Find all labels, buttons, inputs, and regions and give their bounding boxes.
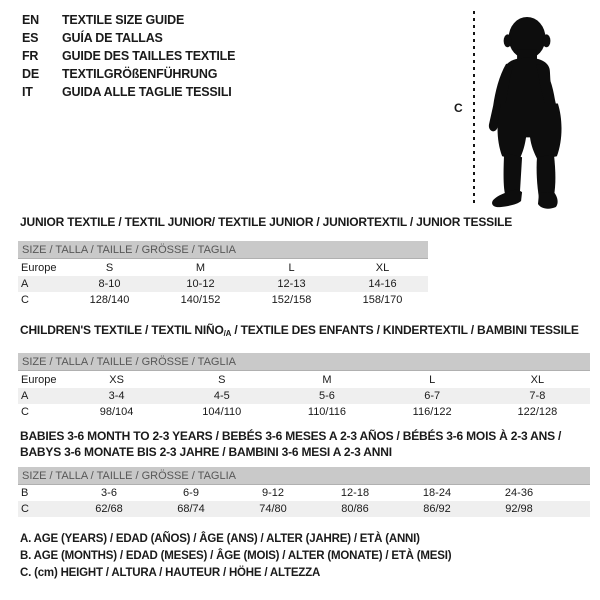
- row-label: C: [21, 503, 29, 515]
- title-line-1: BABIES 3-6 MONTH TO 2-3 YEARS / BEBÉS 3-6 MESES A 2-3 AÑOS / BÉBÉS 3-6 MOIS À 2-3 ANS /: [20, 429, 562, 443]
- value-cell: 140/152: [180, 294, 221, 306]
- section-title-children: [20, 322, 590, 342]
- babies-size-table: [18, 485, 590, 517]
- value-cell: 5-6: [319, 390, 335, 402]
- guide-title-it: GUIDA ALLE TAGLIE TESSILI: [62, 85, 232, 99]
- language-code: DE: [22, 67, 39, 81]
- title-part: / TEXTILE DES ENFANTS / KINDERTEXTIL / BAMBINI TESSILE: [231, 323, 579, 337]
- value-cell: 86/92: [423, 503, 451, 515]
- size-header-bar: SIZE / TALLA / TAILLE / GRÖSSE / TAGLIA: [18, 467, 590, 485]
- size-cell: M: [195, 261, 206, 274]
- junior-size-table: [18, 259, 428, 308]
- value-cell: 14-16: [368, 278, 397, 290]
- size-cell: S: [218, 373, 226, 386]
- value-cell: 98/104: [99, 406, 134, 418]
- value-cell: 68/74: [177, 503, 205, 515]
- language-code: EN: [22, 13, 39, 27]
- table-row-months: [18, 485, 590, 501]
- spacer-cell: [560, 501, 590, 517]
- value-cell: 18-24: [422, 487, 452, 499]
- row-label: Europe: [21, 373, 57, 386]
- guide-title-fr: GUIDE DES TAILLES TEXTILE: [62, 49, 236, 63]
- size-cell: XL: [530, 373, 545, 386]
- value-cell: 6-9: [183, 487, 199, 499]
- size-cell: M: [322, 373, 332, 386]
- size-cell: L: [288, 261, 295, 274]
- value-cell: 6-7: [424, 390, 441, 402]
- table-row-height: [18, 292, 428, 308]
- size-cell: L: [429, 373, 436, 386]
- value-cell: 8-10: [98, 278, 121, 290]
- size-cell: S: [105, 261, 114, 274]
- table-row-age: [18, 276, 428, 292]
- section-childrens-textile: [18, 322, 590, 420]
- language-code: FR: [22, 49, 39, 63]
- guide-title-de: TEXTILGRÖßENFÜHRUNG: [62, 67, 218, 81]
- row-label: C: [21, 406, 29, 418]
- value-cell: 122/128: [517, 406, 558, 418]
- footnote-b: B. AGE (MONTHS) / EDAD (MESES) / ÂGE (MOIS) / ALTER (MONATE) / ETÀ (MESI): [20, 550, 452, 562]
- row-label: A: [21, 278, 29, 290]
- value-cell: 3-6: [101, 487, 117, 499]
- language-code: ES: [22, 31, 39, 45]
- language-row-it: [22, 83, 235, 101]
- value-cell: 10-12: [186, 278, 215, 290]
- guide-title-en: TEXTILE SIZE GUIDE: [62, 13, 185, 27]
- section-junior-textile: [18, 214, 513, 308]
- row-label: B: [21, 487, 29, 499]
- value-cell: 62/68: [95, 503, 123, 515]
- value-cell: 24-36: [504, 487, 534, 499]
- table-row-height: [18, 404, 590, 420]
- value-cell: 110/116: [307, 406, 347, 418]
- title-part: CHILDREN'S TEXTILE / TEXTIL NIÑO: [20, 323, 224, 337]
- language-row-de: [22, 65, 235, 83]
- language-row-fr: [22, 47, 235, 65]
- row-label: A: [21, 390, 29, 402]
- footnote-c: C. (cm) HEIGHT / ALTURA / HAUTEUR / HÖHE / ALTEZZA: [20, 567, 321, 579]
- value-cell: 80/86: [341, 503, 369, 515]
- height-dashed-line: [473, 11, 475, 207]
- section-babies-textile: [18, 428, 590, 517]
- value-cell: 92/98: [505, 503, 533, 515]
- baby-height-figure: [452, 8, 594, 212]
- value-cell: 9-12: [261, 487, 285, 499]
- language-row-en: [22, 11, 235, 29]
- value-cell: 12-18: [340, 487, 370, 499]
- value-cell: 152/158: [271, 294, 312, 306]
- section-title-junior: JUNIOR TEXTILE / TEXTIL JUNIOR/ TEXTILE JUNIOR / JUNIORTEXTIL / JUNIOR TESSILE: [20, 215, 513, 229]
- guide-title-es: GUÍA DE TALLAS: [62, 31, 163, 45]
- value-cell: 4-5: [213, 390, 230, 402]
- value-cell: 128/140: [89, 294, 130, 306]
- size-cell: XS: [109, 373, 124, 386]
- value-cell: 116/122: [412, 406, 452, 418]
- value-cell: 74/80: [259, 503, 287, 515]
- row-label: Europe: [21, 261, 57, 274]
- row-label: C: [21, 294, 29, 306]
- section-title-babies: [20, 428, 590, 460]
- spacer-cell: [560, 485, 590, 501]
- footnote-a: A. AGE (YEARS) / EDAD (AÑOS) / ÂGE (ANS) / ALTER (JAHRE) / ETÀ (ANNI): [20, 533, 420, 545]
- language-row-es: [22, 29, 235, 47]
- language-code: IT: [22, 85, 33, 99]
- children-size-table: [18, 371, 590, 420]
- table-row-europe: [18, 371, 590, 388]
- baby-silhouette-icon: [484, 8, 586, 212]
- language-title-list: [22, 11, 235, 101]
- size-cell: XL: [375, 261, 390, 274]
- title-subscript: /A: [223, 329, 232, 338]
- size-header-bar: SIZE / TALLA / TAILLE / GRÖSSE / TAGLIA: [18, 241, 428, 259]
- table-row-height: [18, 501, 590, 517]
- size-header-bar: SIZE / TALLA / TAILLE / GRÖSSE / TAGLIA: [18, 353, 590, 371]
- legend-footnotes: [20, 531, 451, 582]
- height-measure-label: C: [454, 101, 463, 115]
- table-row-europe: [18, 259, 428, 276]
- value-cell: 3-4: [108, 390, 125, 402]
- value-cell: 104/110: [202, 406, 242, 418]
- value-cell: 12-13: [277, 278, 306, 290]
- table-row-age: [18, 388, 590, 404]
- value-cell: 7-8: [529, 390, 546, 402]
- title-line-2: BABYS 3-6 MONATE BIS 2-3 JAHRE / BAMBINI 3-6 MESI A 2-3 ANNI: [20, 445, 392, 459]
- value-cell: 158/170: [362, 294, 403, 306]
